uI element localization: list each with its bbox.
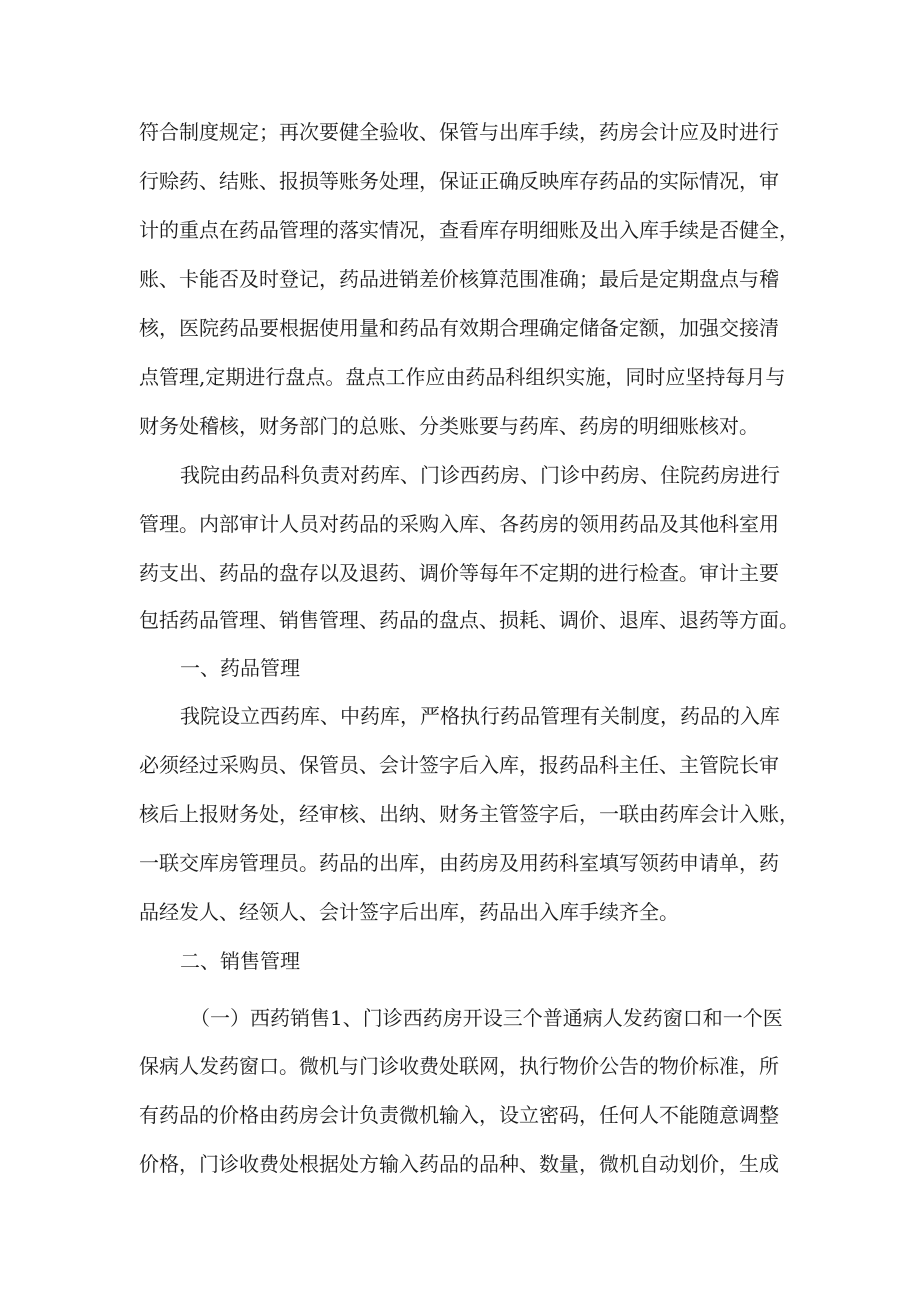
text-line: 价格，门诊收费处根据处方输入药品的品种、数量，微机自动划价，生成 — [139, 1152, 779, 1176]
text-line: 药支出、药品的盘存以及退药、调价等每年不定期的进行检查。审计主要 — [139, 561, 779, 585]
text-line: 一联交库房管理员。药品的出库，由药房及用药科室填写领药申请单，药 — [139, 851, 779, 875]
text-line: 计的重点在药品管理的落实情况，查看库存明细账及出入库手续是否健全， — [139, 218, 799, 242]
text-line: 核后上报财务处，经审核、出纳、财务主管签字后，一联由药库会计入账， — [139, 802, 799, 826]
text-line: 包括药品管理、销售管理、药品的盘点、损耗、调价、退库、退药等方面。 — [139, 608, 799, 632]
text-line: 我院设立西药库、中药库，严格执行药品管理有关制度，药品的入库 — [180, 704, 780, 728]
text-line: 保病人发药窗口。微机与门诊收费处联网，执行物价公告的物价标准，所 — [139, 1054, 779, 1078]
text-line: 我院由药品科负责对药库、门诊西药房、门诊中药房、住院药房进行 — [180, 463, 780, 487]
text-line: 核，医院药品要根据使用量和药品有效期合理确定储备定额，加强交接清 — [139, 316, 779, 340]
text-line: 点管理,定期进行盘点。盘点工作应由药品科组织实施，同时应坚持每月与 — [139, 365, 786, 389]
text-line: 管理。内部审计人员对药品的采购入库、各药房的领用药品及其他科室用 — [139, 512, 779, 536]
text-line: 必须经过采购员、保管员、会计签字后入库，报药品科主任、主管院长审 — [139, 753, 779, 777]
text-line: 财务处稽核，财务部门的总账、分类账要与药库、药房的明细账核对。 — [139, 414, 759, 438]
section-heading-sales-management: 二、销售管理 — [180, 949, 300, 973]
text-line: 品经发人、经领人、会计签字后出库，药品出入库手续齐全。 — [139, 900, 679, 924]
text-line: 账、卡能否及时登记，药品进销差价核算范围准确；最后是定期盘点与稽 — [139, 267, 779, 291]
text-line: 符合制度规定；再次要健全验收、保管与出库手续，药房会计应及时进行 — [139, 120, 779, 144]
text-line: 行赊药、结账、报损等账务处理，保证正确反映库存药品的实际情况，审 — [139, 169, 779, 193]
text-line: （一）西药销售1、门诊西药房开设三个普通病人发药窗口和一个医 — [190, 1006, 783, 1030]
section-heading-drug-management: 一、药品管理 — [180, 656, 300, 680]
text-line: 有药品的价格由药房会计负责微机输入，设立密码，任何人不能随意调整 — [139, 1103, 779, 1127]
